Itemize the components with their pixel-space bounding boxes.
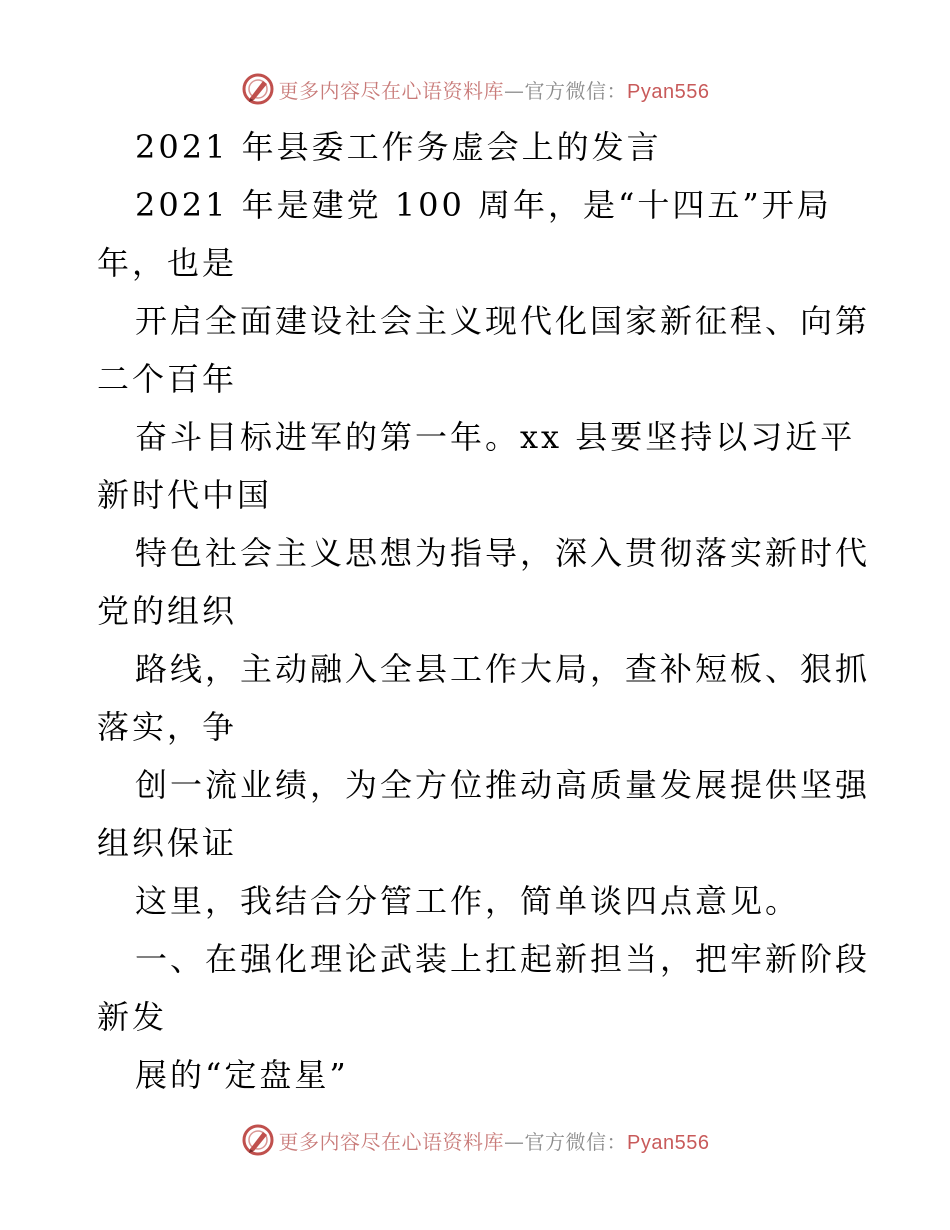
paragraph-line: 二个百年 — [97, 360, 238, 398]
paragraph-line: 年，也是 — [97, 244, 238, 282]
paragraph-line: 创一流业绩，为全方位推动高质量发展提供坚强 — [135, 766, 871, 804]
paragraph-line: 开启全面建设社会主义现代化国家新征程、向第 — [135, 302, 871, 340]
paragraph-line: 落实，争 — [97, 708, 238, 746]
watermark-text — [279, 1126, 710, 1155]
document-body — [97, 118, 871, 1104]
watermark-site: 更多内容尽在心语资料库 — [278, 78, 505, 103]
paragraph-line: 2021 年是建党 100 周年，是“十四五”开局 — [135, 186, 832, 224]
document-title: 2021 年县委工作务虚会上的发言 — [135, 128, 662, 166]
paragraph-line: 组织保证 — [97, 824, 238, 862]
paragraph-line: 奋斗目标进军的第一年。xx 县要坚持以习近平 — [135, 418, 856, 456]
footer-watermark — [0, 1123, 950, 1157]
pen-logo-icon — [241, 1123, 275, 1157]
paragraph-line: 党的组织 — [97, 592, 238, 630]
paragraph-line: 新时代中国 — [97, 476, 273, 514]
watermark-wechat-label: 官方微信： — [524, 78, 628, 103]
paragraph-line: 这里，我结合分管工作，简单谈四点意见。 — [135, 882, 801, 920]
watermark-separator: — — [504, 78, 525, 103]
section-heading-line: 一、在强化理论武装上扛起新担当，把牢新阶段 — [135, 940, 871, 978]
watermark-site: 更多内容尽在心语资料库 — [278, 1129, 505, 1154]
pen-logo-icon — [241, 72, 275, 106]
paragraph-line: 特色社会主义思想为指导，深入贯彻落实新时代 — [135, 534, 871, 572]
watermark-wechat-id: Pyan556 — [627, 1131, 710, 1154]
watermark-text — [279, 75, 710, 104]
watermark-wechat-label: 官方微信： — [524, 1129, 628, 1154]
section-heading-line: 展的“定盘星” — [135, 1056, 349, 1094]
paragraph-line: 路线，主动融入全县工作大局，查补短板、狠抓 — [135, 650, 871, 688]
watermark-separator: — — [504, 1129, 525, 1154]
watermark-wechat-id: Pyan556 — [627, 80, 710, 103]
section-heading-line: 新发 — [97, 998, 168, 1036]
header-watermark — [0, 72, 950, 106]
